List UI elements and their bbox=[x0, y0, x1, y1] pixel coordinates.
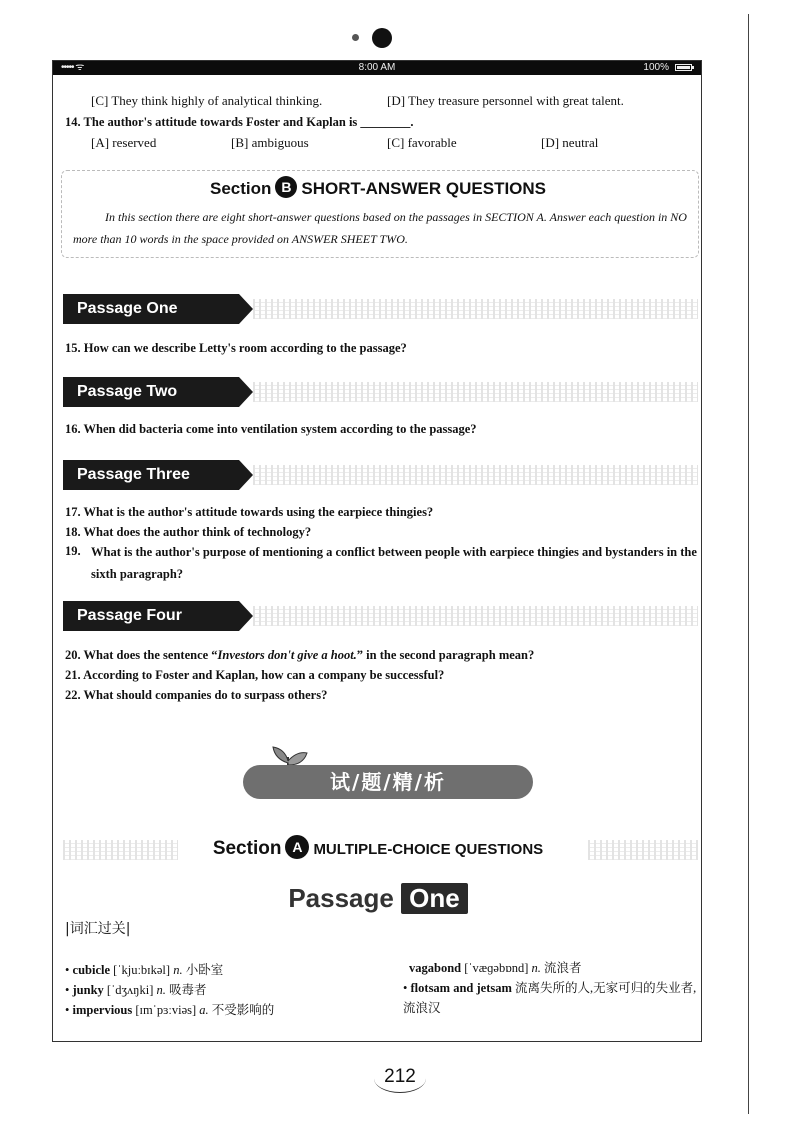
question-number: 14. bbox=[65, 115, 81, 129]
vocab-meaning: 吸毒者 bbox=[169, 983, 207, 997]
page-number-text: 212 bbox=[374, 1064, 426, 1093]
camera-dot bbox=[352, 34, 359, 41]
question-19-text: What is the author's purpose of mentioning a conflict between people with earpiece thingies and bystanders in the sixth paragraph? bbox=[91, 545, 697, 581]
section-b-instructions: In this section there are eight short-answer questions based on the passages in SECTION A. Answer each question in NO more than 10 words in the space provided on ANSWER SHEET TWO. bbox=[73, 210, 687, 246]
vocab-pos: a. bbox=[199, 1003, 209, 1017]
banner-arrow bbox=[239, 377, 253, 407]
vocab-meaning: 不受影响的 bbox=[211, 1003, 275, 1017]
question-number: 16. bbox=[65, 422, 81, 436]
passage-three-banner: Passage Three bbox=[63, 460, 239, 490]
question-16 bbox=[65, 422, 477, 437]
vocab-item: • impervious [ɪmˈpɜːviəs] a. 不受影响的 bbox=[65, 1003, 275, 1017]
vocab-word: vagabond bbox=[409, 961, 462, 975]
vocab-pos: n. bbox=[531, 961, 541, 975]
q14-option-b: [B] ambiguous bbox=[231, 135, 309, 150]
vocab-phonetic: [ˈkjuːbɪkəl] bbox=[113, 963, 171, 977]
banner-texture bbox=[253, 606, 698, 626]
q14-option-d: [D] neutral bbox=[541, 135, 599, 150]
question-text: The author's attitude towards Foster and Kaplan is ________. bbox=[83, 115, 414, 129]
section-title: SHORT-ANSWER QUESTIONS bbox=[301, 179, 547, 198]
question-14 bbox=[65, 115, 414, 130]
page-number bbox=[0, 1064, 800, 1093]
section-a-heading bbox=[53, 835, 702, 860]
section-b-heading bbox=[53, 176, 702, 199]
signal-wifi-icon: ••••• ᯤ bbox=[61, 62, 84, 73]
question-text-start: What does the sentence “ bbox=[83, 648, 218, 662]
vocab-item bbox=[409, 958, 582, 976]
question-20 bbox=[65, 648, 534, 663]
page-edge bbox=[748, 14, 749, 1114]
vocab-title: |词汇过关| bbox=[65, 921, 131, 937]
question-text-end: ” in the second paragraph mean? bbox=[356, 648, 535, 662]
status-time: 8:00 AM bbox=[358, 62, 396, 73]
passage-number-box: One bbox=[401, 883, 468, 914]
banner-texture bbox=[253, 465, 698, 485]
section-a-badge: A bbox=[285, 835, 309, 859]
q13-option-d: [D] They treasure personnel with great talent. bbox=[387, 93, 624, 108]
vocab-meaning: 流浪者 bbox=[544, 961, 582, 975]
question-text: How can we describe Letty's room according to the passage? bbox=[83, 341, 407, 355]
passage-heading bbox=[53, 883, 702, 914]
section-b-badge: B bbox=[275, 176, 297, 198]
q13-option-c: [C] They think highly of analytical thinking. bbox=[91, 93, 323, 108]
vocab-phonetic: [ˈvæɡəbɒnd] bbox=[464, 961, 529, 975]
banner-texture bbox=[253, 382, 698, 402]
vocab-item: • junky [ˈdʒʌŋki] n. 吸毒者 bbox=[65, 983, 207, 997]
vocab-word: flotsam and jetsam bbox=[410, 981, 512, 995]
question-number: 20. bbox=[65, 648, 81, 662]
vocab-item: • cubicle [ˈkjuːbɪkəl] n. 小卧室 bbox=[65, 963, 224, 977]
question-18 bbox=[65, 525, 311, 540]
question-19-number: 19. bbox=[65, 544, 81, 558]
device-screen bbox=[52, 60, 702, 1042]
vocab-phonetic: [ɪmˈpɜːviəs] bbox=[135, 1003, 197, 1017]
question-number: 15. bbox=[65, 341, 81, 355]
question-text: When did bacteria come into ventilation system according to the passage? bbox=[83, 422, 477, 436]
battery-level-fill bbox=[677, 66, 690, 69]
passage-one-banner: Passage One bbox=[63, 294, 239, 324]
question-text: According to Foster and Kaplan, how can a company be successful? bbox=[83, 668, 445, 682]
banner-arrow bbox=[239, 460, 253, 490]
question-number: 21. bbox=[65, 668, 81, 682]
question-17 bbox=[65, 505, 433, 520]
section-prefix: Section bbox=[209, 179, 272, 198]
section-prefix: Section bbox=[212, 838, 282, 859]
battery-percent: 100% bbox=[643, 62, 669, 73]
passage-two-banner: Passage Two bbox=[63, 377, 239, 407]
section-title: MULTIPLE-CHOICE QUESTIONS bbox=[313, 841, 544, 858]
vocab-meaning: 流离失所的人,无家可归的失业者,流浪汉 bbox=[403, 981, 697, 1015]
question-22 bbox=[65, 688, 327, 703]
page-content bbox=[53, 75, 702, 1041]
vocab-word: cubicle bbox=[72, 963, 111, 977]
question-21 bbox=[65, 668, 444, 683]
status-bar bbox=[53, 61, 701, 75]
passage-four-banner: Passage Four bbox=[63, 601, 239, 631]
banner-arrow bbox=[239, 294, 253, 324]
vocab-word: junky bbox=[72, 983, 104, 997]
question-number: 22. bbox=[65, 688, 81, 702]
banner-arrow bbox=[239, 601, 253, 631]
vocab-pos: n. bbox=[173, 963, 183, 977]
question-number: 17. bbox=[65, 505, 81, 519]
question-number: 18. bbox=[65, 525, 81, 539]
question-text: What should companies do to surpass others? bbox=[83, 688, 328, 702]
question-15 bbox=[65, 341, 407, 356]
vocab-pos: n. bbox=[156, 983, 166, 997]
q14-option-c: [C] favorable bbox=[387, 135, 457, 150]
battery-icon bbox=[675, 64, 692, 71]
vocab-meaning: 小卧室 bbox=[185, 963, 224, 977]
q14-option-a: [A] reserved bbox=[91, 135, 157, 150]
vocab-item: • flotsam and jetsam 流离失所的人,无家可归的失业者,流浪汉 bbox=[403, 981, 697, 1015]
passage-word: Passage bbox=[288, 883, 394, 913]
question-text: What is the author's attitude towards using the earpiece thingies? bbox=[83, 505, 434, 519]
question-quote: Investors don't give a hoot. bbox=[217, 648, 357, 662]
vocab-phonetic: [ˈdʒʌŋki] bbox=[106, 983, 154, 997]
analysis-banner: 试/题/精/析 bbox=[243, 765, 533, 799]
camera-icon bbox=[372, 28, 392, 48]
vocab-word: impervious bbox=[72, 1003, 133, 1017]
banner-texture bbox=[253, 299, 698, 319]
question-text: What does the author think of technology? bbox=[83, 525, 312, 539]
